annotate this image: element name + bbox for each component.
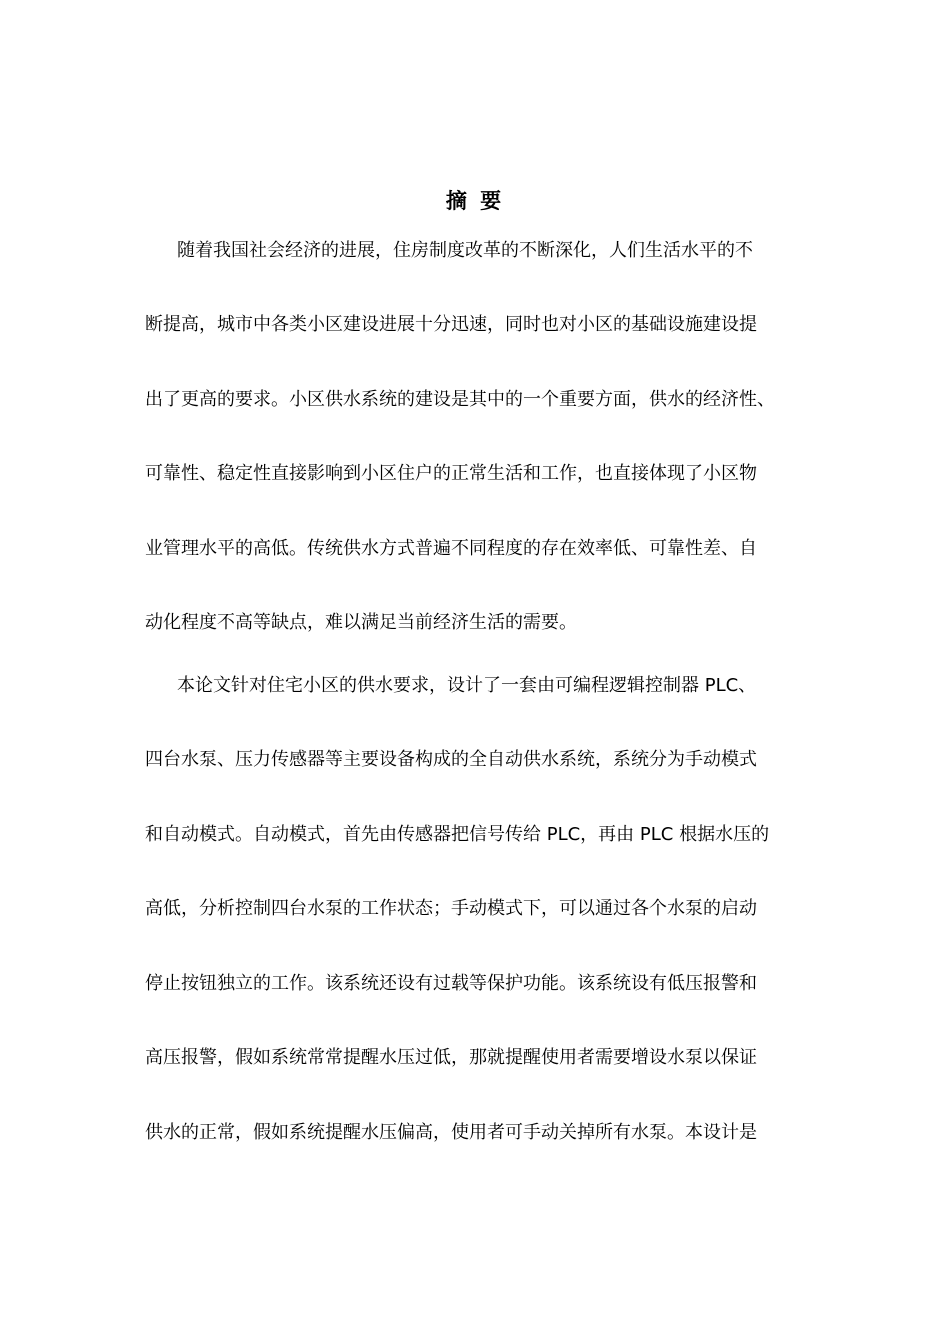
paragraph-1-line-3: 出了更高的要求。小区供水系统的建设是其中的一个重要方面，供水的经济性、: [145, 389, 775, 410]
paragraph-2-line-2: 四台水泵、压力传感器等主要设备构成的全自动供水系统，系统分为手动模式: [145, 749, 757, 770]
paragraph-2-line-3: 和自动模式。自动模式，首先由传感器把信号传给 PLC，再由 PLC 根据水压的: [145, 824, 770, 845]
paragraph-2-line-7: 供水的正常，假如系统提醒水压偏高，使用者可手动关掉所有水泵。本设计是: [145, 1122, 757, 1143]
paragraph-1-line-4: 可靠性、稳定性直接影响到小区住户的正常生活和工作，也直接体现了小区物: [145, 463, 757, 484]
paragraph-2-line-4: 高低，分析控制四台水泵的工作状态；手动模式下，可以通过各个水泵的启动: [145, 898, 757, 919]
paragraph-1-line-6: 动化程度不高等缺点，难以满足当前经济生活的需要。: [145, 612, 577, 633]
paragraph-1-line-5: 业管理水平的高低。传统供水方式普遍不同程度的存在效率低、可靠性差、自: [145, 538, 757, 559]
paragraph-2-line-6: 高压报警，假如系统常常提醒水压过低，那就提醒使用者需要增设水泵以保证: [145, 1047, 757, 1068]
paragraph-1-line-2: 断提高，城市中各类小区建设进展十分迅速，同时也对小区的基础设施建设提: [145, 314, 757, 335]
paragraph-2-line-5: 停止按钮独立的工作。该系统还设有过载等保护功能。该系统设有低压报警和: [145, 973, 757, 994]
paragraph-2-line-1: 本论文针对住宅小区的供水要求，设计了一套由可编程逻辑控制器 PLC、: [177, 675, 757, 696]
abstract-title: 摘 要: [445, 189, 505, 213]
paragraph-1-line-1: 随着我国社会经济的进展，住房制度改革的不断深化，人们生活水平的不: [177, 240, 753, 261]
